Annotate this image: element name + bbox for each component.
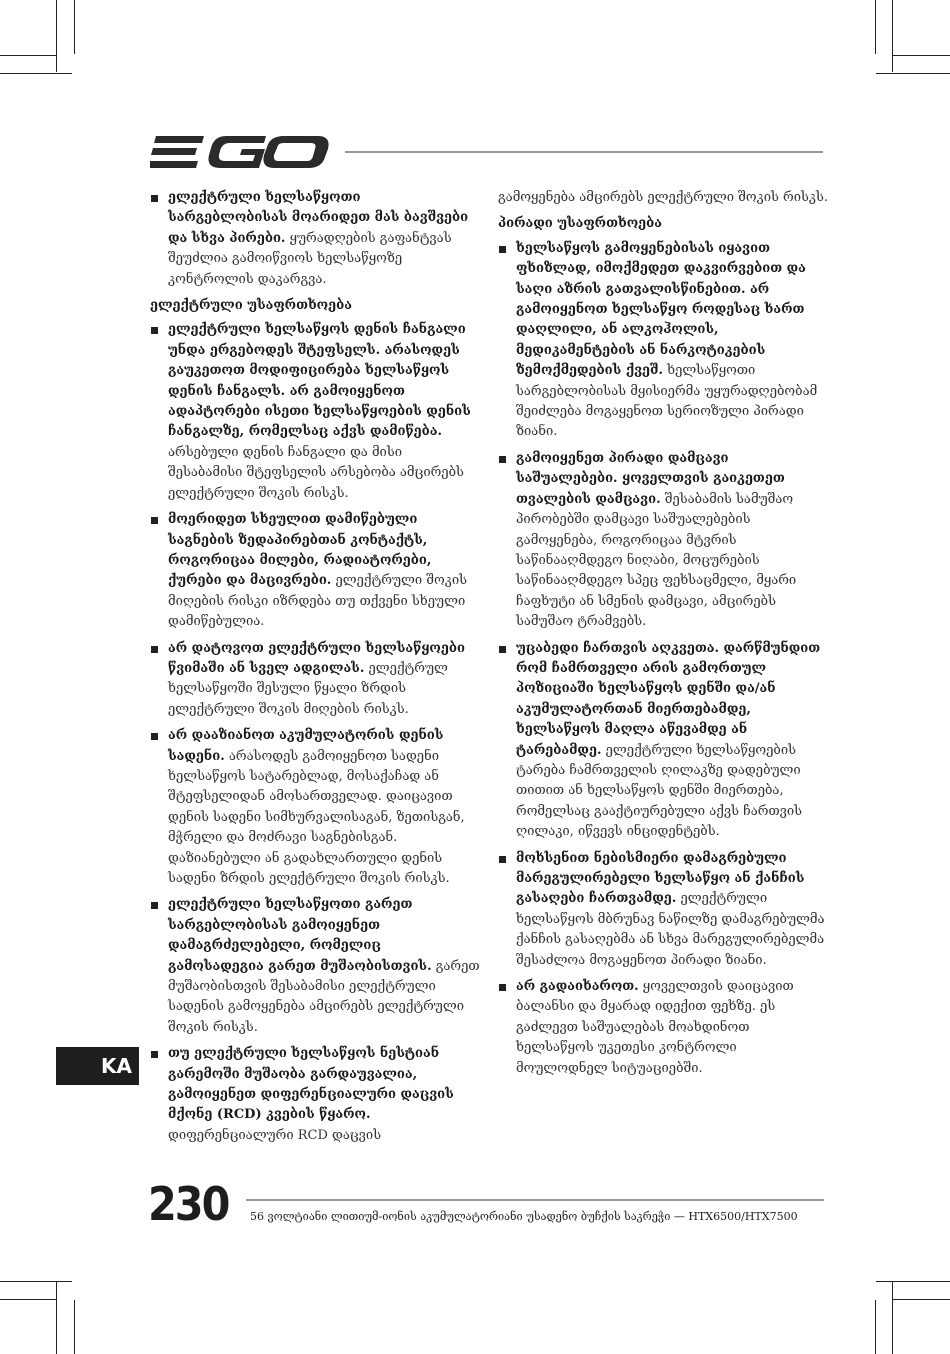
list-item (150, 639, 480, 721)
crop-mark (875, 1300, 876, 1354)
item-body: ელექტრული შოკის მიღების რისკი იზრდება თუ თქვენი სხეული დამიწებულია. (168, 573, 468, 630)
item-body: ყოველთვის დაიცავით ბალანსი და მყარად იდექით ფეხზე. ეს გაძლევთ საშუალებას მოახდინოთ ხელსაწყოს უკეთესი კონტროლი მოულოდნელ სიტუაციებში. (516, 979, 794, 1076)
footer-text: 56 ვოლტიანი ლითიუმ-იონის აკუმულატორიანი უსადენო ბუჩქის საკრეჭი — HTX6500/HTX7500 (250, 1210, 798, 1223)
item-emphasis: მოერიდეთ სხეულით დამიწებული საგნების ზედაპირებთან კონტაქტს, როგორიცაა მილები, რადიატორები, ქურები და მაცივრები. (168, 512, 432, 589)
item-emphasis: უცაბედი ჩართვის აღკვეთა. დარწმუნდით რომ ჩამრთველი არის გამორთულ პოზიციაში ხელსაწყოს დენში და/ან აკუმულატორთან მიერთებამდე, ხელსაწყოს მაღლა აწევამდე ან ტარებამდე. (516, 640, 821, 758)
page-number: 230 (148, 1177, 229, 1231)
crop-mark (893, 1299, 950, 1300)
crop-mark (893, 55, 950, 56)
right-column (498, 188, 828, 1085)
item-body: გარეთ მუშაობისთვის შესაბამისი ელექტრული სადენის გამოყენება ამცირებს ელექტრული შოკის რისკს. (168, 958, 480, 1035)
ego-logo (150, 134, 330, 170)
crop-mark (0, 55, 56, 56)
list-item (498, 239, 828, 443)
item-body: შესაბამის სამუშაო პირობებში დამცავი საშუალებების გამოყენება, როგორიცაა მტვრის საწინააღმდეგო ნიღაბი, მოცურების საწინააღმდეგო სპეც ფეხსაცმელი, მყარი ჩაფხუტი ან სმენის დამცავი, ამცირებს სამუშაო ტრამვებს. (516, 491, 797, 630)
item-emphasis: გამოიყენეთ პირადი დამცავი საშუალებები. ყოველთვის გაიკეთეთ თვალების დამცავი. (516, 450, 785, 507)
language-tab: KA (56, 1047, 139, 1085)
list-item (498, 449, 828, 633)
footer-rule (246, 1199, 824, 1201)
item-emphasis: მოხსენით ნებისმიერი დამაგრებული მარეგულირებელი ხელსაწყო ან ქანჩის გასაღები ჩართვამდე. (516, 850, 805, 907)
item-body: ელექტრული ხელსაწყოების ტარება ჩამრთველის ღილაკზე დადებული თითით ან ხელსაწყოს დენში მიერთება, რომელსაც გააქტიურებული აქვს ჩართვის ღილაკი, იწვევს ინციდენტებს. (516, 742, 803, 840)
item-emphasis: არ დატოვოთ ელექტრული ხელსაწყოები წვიმაში ან სველ ადგილას. (168, 640, 465, 676)
crop-mark (74, 0, 75, 54)
crop-mark (74, 1300, 75, 1354)
item-emphasis: ხელსაწყოს გამოყენებისას იყავით ფხიზლად, იმოქმედეთ დაკვირვებით და საღი აზრის გათვალისწინებით. არ გამოიყენოთ ხელსაწყო როდესაც ხართ დაღლილი, ან ალკოჰოლის, მედიკამენტების ან ნარკოტიკების ზემოქმედების ქვეშ. (516, 240, 806, 379)
list-item (150, 510, 480, 632)
crop-mark (892, 0, 893, 72)
list-item (150, 188, 480, 290)
list-item (150, 895, 480, 1038)
list-item (498, 977, 828, 1079)
item-body: ყურადღების გაფანტვას შეუძლია გამოიწვიოს ხელსაწყოზე კონტროლის დაკარგვა. (168, 230, 452, 287)
item-body: ხელსაწყოთი სარგებლობისას მყისიერმა უყურადღებობამ შეიძლება მოგაყენოთ სერიოზული პირადი ზიანი. (516, 363, 818, 440)
crop-mark (56, 1282, 57, 1354)
crop-mark (876, 73, 950, 74)
item-body: ელექტრულ ხელსაწყოში შესული წყალი ზრდის ელექტრული შოკის მიღების რისკს. (168, 660, 448, 717)
crop-mark (892, 1282, 893, 1354)
item-emphasis: არ გადაიხაროთ. (516, 979, 639, 995)
item-emphasis: თუ ელექტრული ხელსაწყოს ნესტიან გარემოში მუშაობა გარდაუვალია, გამოიყენეთ დიფერენციალური დაცვის მქონე (RCD) კვების წყარო. (168, 1046, 454, 1123)
list-item (150, 1044, 480, 1146)
intro-list (150, 188, 480, 290)
crop-mark (876, 1281, 950, 1282)
item-emphasis: ელექტრული ხელსაწყოთი სარგებლობისას მოარიდეთ მას ბავშვები და სხვა პირები. (168, 190, 469, 246)
item-body: არსებული დენის ჩანგალი და მისი შესაბამისი შტეფსელის არსებობა ამცირებს ელექტრული შოკის რისკს. (168, 444, 464, 501)
crop-mark (0, 73, 72, 74)
list-item (150, 726, 480, 889)
item-body: ელექტრული ხელსაწყოს მბრუნავ ნაწილზე დამაგრებულმა ქანჩის გასაღებმა ან სხვა მარეგულირებელმა შესაძლოა მოგაყენოთ პირადი ზიანი. (516, 891, 825, 968)
personal-safety-list (498, 239, 828, 1079)
item-emphasis: არ დააზიანოთ აკუმულატორის დენის სადენი. (168, 728, 444, 764)
list-item (150, 320, 480, 504)
item-emphasis: ელექტრული ხელსაწყოთი გარეთ სარგებლობისას გამოიყენეთ დამაგრძელებელი, რომელიც გამოსადეგია გარეთ მუშაობისთვის. (168, 897, 432, 974)
list-item (498, 849, 828, 971)
crop-mark (0, 1281, 72, 1282)
item-body: არასოდეს გამოიყენოთ სადენი ხელსაწყოს სატარებლად, მოსაქაჩად ან შტეფსელიდან ამოსართველად. დაიცავით დენის სადენი სიმხურვალისაგან, ზეთისგან, მჭრელი და მოძრავი საგნებისგან. დაზიანებული ან გადახლართული დენის სადენი ზრდის ელექტრული შოკის რისკს. (168, 748, 465, 886)
continuation-text: გამოყენება ამცირებს ელექტრული შოკის რისკს. (498, 190, 829, 205)
item-body: დიფერენციალური RCD დაცვის (168, 1127, 382, 1143)
section-heading-personal-safety: პირადი უსაფრთხოება (498, 216, 662, 232)
electrical-safety-list (150, 320, 480, 1146)
list-item (498, 639, 828, 843)
section-heading-electrical-safety: ელექტრული უსაფრთხოება (150, 298, 352, 314)
crop-mark (0, 1299, 56, 1300)
item-emphasis: ელექტრული ხელსაწყოს დენის ჩანგალი უნდა ერგებოდეს შტეფსელს. არასოდეს გაუკეთოთ მოდიფიცირება ხელსაწყოს დენის ჩანგალს. არ გამოიყენოთ ადაპტორები ისეთი ხელსაწყოების დენის ჩანგალზე, რომელსაც აქვს დამიწება. (168, 322, 471, 440)
left-column (150, 188, 480, 1152)
crop-mark (56, 0, 57, 72)
header-rule (345, 151, 823, 153)
crop-mark (875, 0, 876, 54)
